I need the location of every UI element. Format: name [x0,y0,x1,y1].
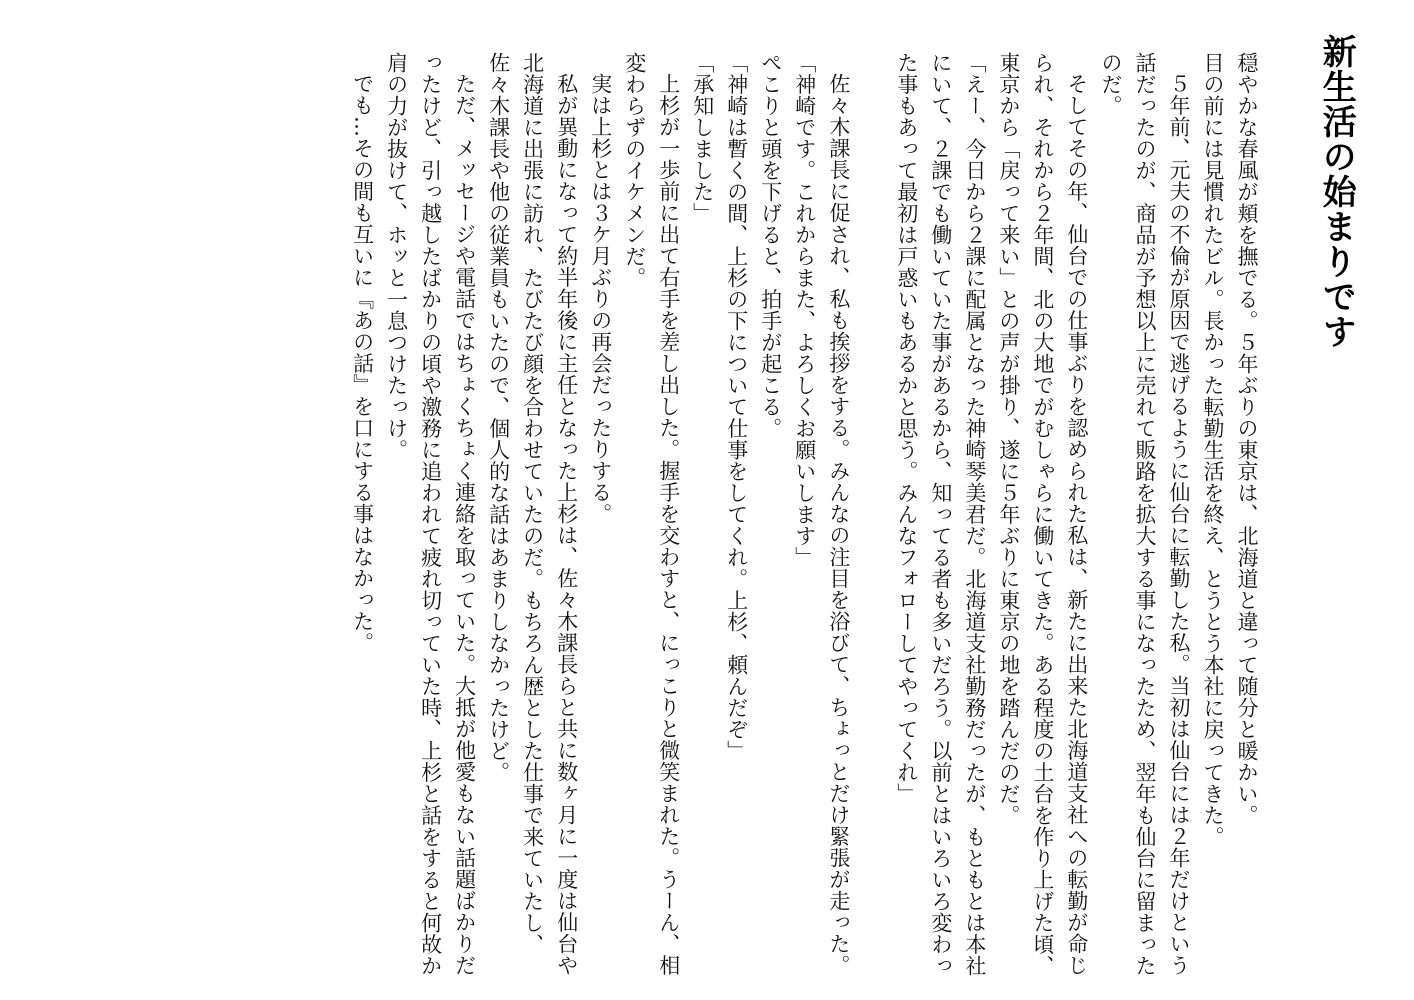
paragraph: 上杉が一歩前に出て右手を差し出した。握手を交わすと、にっこりと微笑まれた。うーん、相変わらずのイケメンだ。 [622,52,681,976]
paragraph [856,52,890,977]
paragraph: ただ、メッセージや電話ではちょくちょく連絡を取っていた。大抵が他愛もない話題ばかりだったけど、引っ越したばかりの頃や激務に追われて疲れ切っていた時、上杉と話をすると何故か肩の力が抜けて、ホッと一息つけたっけ。 [384,52,477,977]
paragraph: 目の前には見慣れたビル。長かった転勤生活を終え、とうとう本社に戻ってきた。 [1200,52,1225,848]
paragraph: ５年前、元夫の不倫が原因で逃げるように仙台に転勤した私。当初は仙台には２年だけという話だったのが、商品が予想以上に売れて販路を拡大する事になったため、翌年も仙台に留まったのだ。 [1098,52,1191,977]
paragraph: 私が異動になって約半年後に主任となった上杉は、佐々木課長らと共に数ヶ月に一度は仙台や北海道に出張に訪れ、たびたび顔を合わせていたのだ。もちろん歴とした仕事で来ていたし、佐々木課長や他の従業員もいたので、個人的な話はあまりしなかったけど。 [486,52,579,976]
chapter-title: 新生活の始まりです [1316,34,1357,349]
paragraph: 穏やかな春風が頬を撫でる。５年ぶりの東京は、北海道と違って随分と暖かい。 [1235,52,1259,826]
paragraph: 実は上杉とは３ケ月ぶりの再会だったりする。 [588,73,613,525]
paragraph: 佐々木課長に促され、私も挨拶をする。みんなの注目を浴びて、ちょっとだけ緊張が走った。 [826,73,851,976]
paragraph: 「神崎です。これからまた、よろしくお願いします」 [792,52,817,568]
paragraph: そしてその年、仙台での仕事ぶりを認められた私は、新たに出来た北海道支社への転勤が命じられ、それから２年間、北の大地でがむしゃらに働いてきた。ある程度の土台を作り上げた頃、東京から「戻って来い」との声が掛り、遂に５年ぶりに東京の地を踏んだのだ。 [996,52,1089,977]
paragraph: 「えー、今日から２課に配属となった神崎琴美君だ。北海道支社勤務だったが、もともとは本社にいて、２課でも働いていた事があるから、知ってる者も多いだろう。以前とはいろいろ変わった事もあって最初は戸惑いもあるかと思う。みんなフォローしてやってくれ」 [894,52,987,977]
paragraph: 「承知しました」 [690,52,715,224]
paragraph: 「神崎は暫くの間、上杉の下について仕事をしてくれ。上杉、頼んだぞ」 [724,52,749,762]
body-text [346,52,1264,977]
paragraph: でも…その間も互いに『あの話』を口にする事はなかった。 [350,73,375,654]
paragraph: ぺこりと頭を下げると、拍手が起こる。 [758,52,783,439]
